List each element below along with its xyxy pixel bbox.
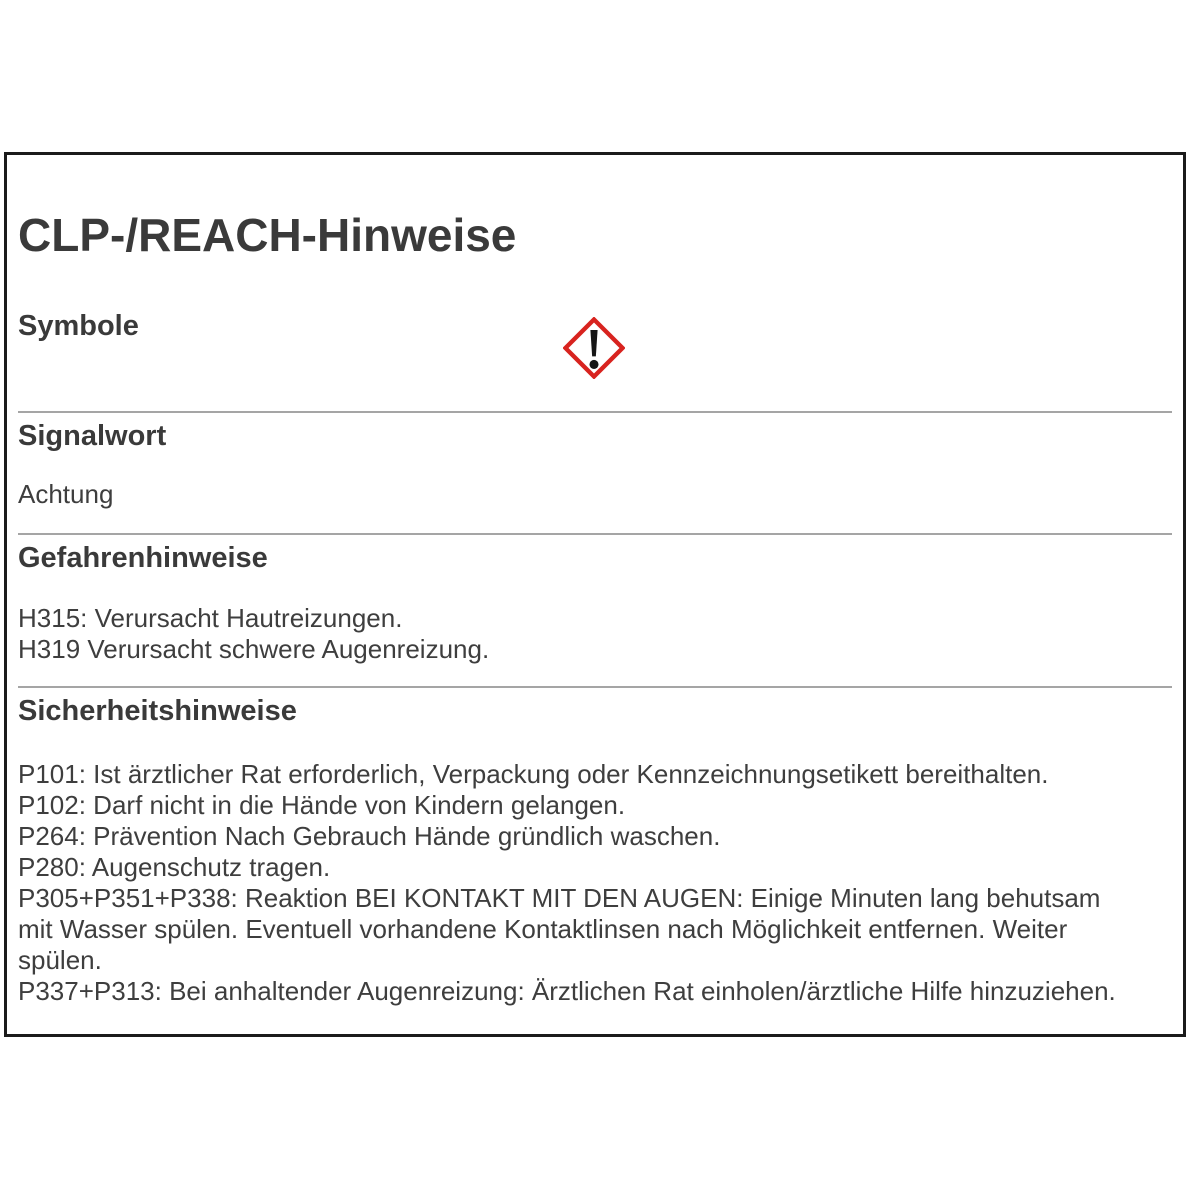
precaution-statement-p305-p351-p338: P305+P351+P338: Reaktion BEI KONTAKT MIT DEN AUGEN: Einige Minuten lang behutsam mit Wasser spülen. Eventuell vorhandene Kontaktlinsen nach Möglichkeit entfernen. Weiter spülen. (18, 883, 1101, 975)
exclamation-dot (589, 360, 598, 369)
symbols-section-heading: Symbole (18, 310, 139, 342)
hazard-section-heading: Gefahrenhinweise (18, 542, 268, 574)
hazard-statement-h319: H319 Verursacht schwere Augenreizung. (18, 634, 490, 664)
precaution-statement-p337-p313: P337+P313: Bei anhaltender Augenreizung: Ärztlichen Rat einholen/ärztliche Hilfe hinzuziehen. (18, 976, 1116, 1006)
hazard-statement-h315: H315: Verursacht Hautreizungen. (18, 603, 403, 633)
section-divider (18, 411, 1172, 413)
precaution-statement-p102: P102: Darf nicht in die Hände von Kindern gelangen. (18, 790, 626, 820)
precaution-statement-list (18, 759, 1128, 1007)
section-divider (18, 533, 1172, 535)
precaution-statement-p280: P280: Augenschutz tragen. (18, 852, 331, 882)
clp-reach-panel (4, 152, 1186, 1037)
signal-word-value: Achtung (18, 479, 114, 509)
page-title: CLP-/REACH-Hinweise (18, 209, 517, 261)
signal-word-section-heading: Signalwort (18, 420, 167, 452)
ghs07-exclamation-mark-icon (563, 317, 625, 379)
precaution-section-heading: Sicherheitshinweise (18, 695, 297, 727)
precaution-statement-p101: P101: Ist ärztlicher Rat erforderlich, Verpackung oder Kennzeichnungsetikett bereithalten. (18, 759, 1049, 789)
precaution-statement-p264: P264: Prävention Nach Gebrauch Hände gründlich waschen. (18, 821, 721, 851)
hazard-statement-list (18, 603, 489, 665)
section-divider (18, 686, 1172, 688)
